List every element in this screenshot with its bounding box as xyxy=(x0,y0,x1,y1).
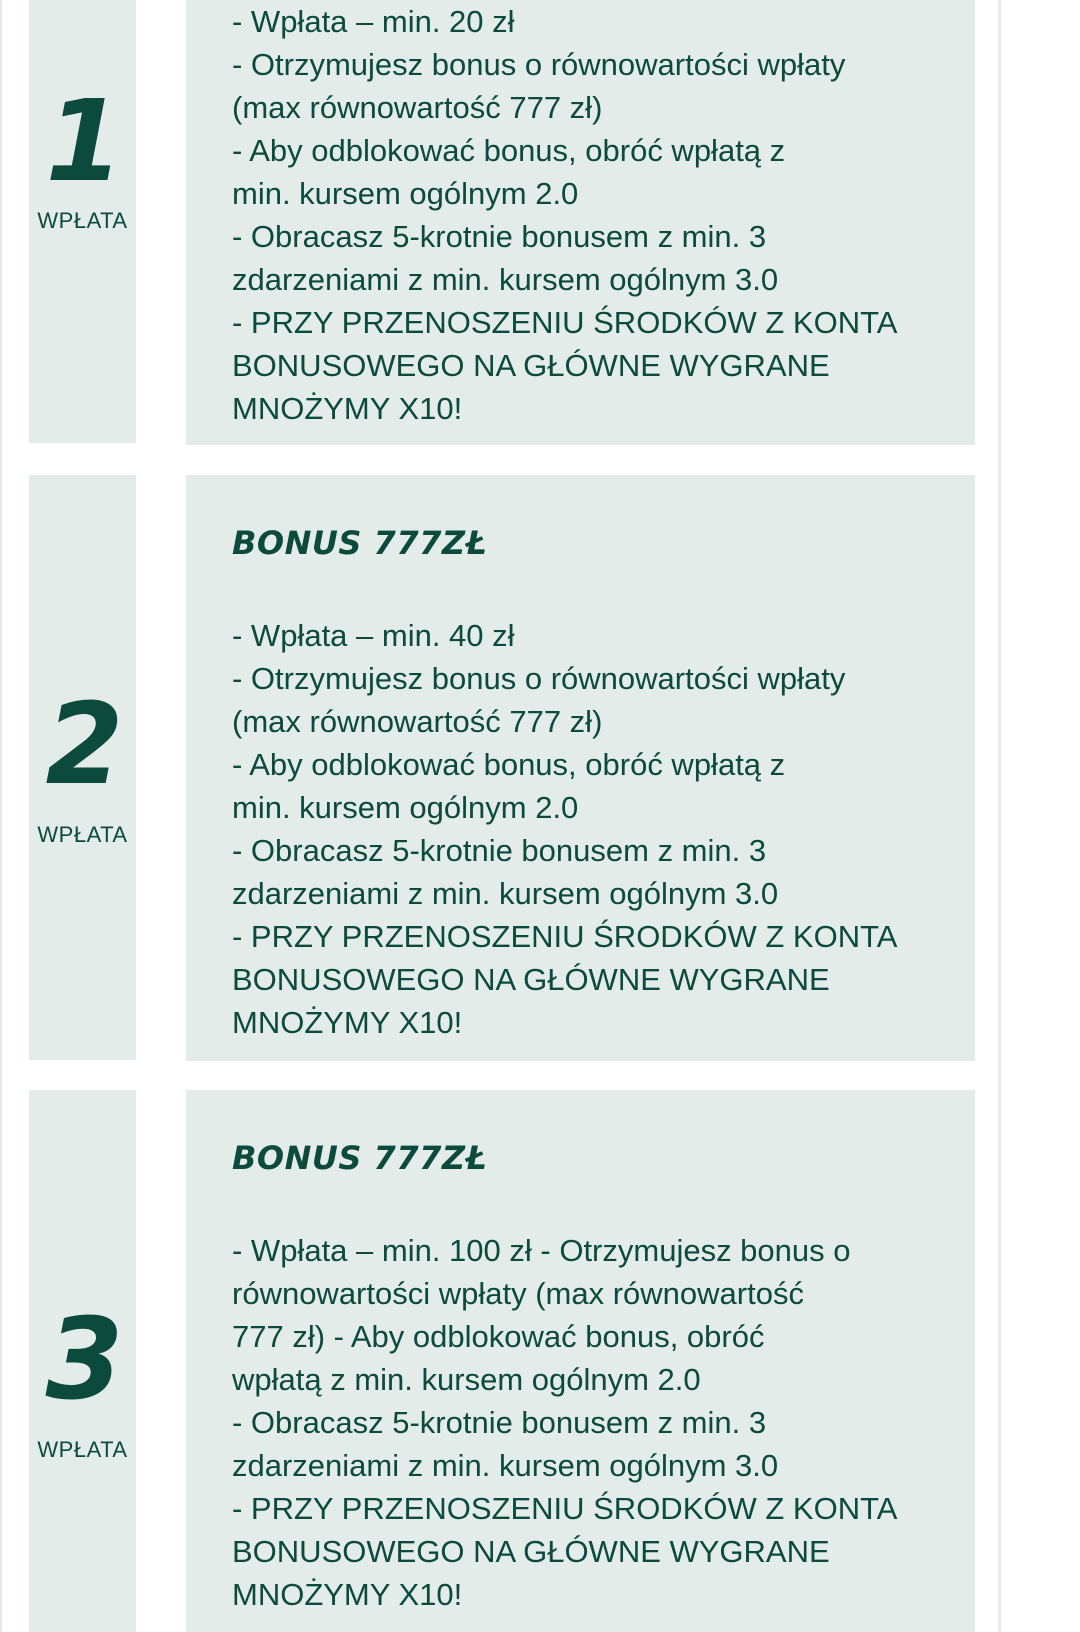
right-divider xyxy=(998,0,1001,1632)
detail-line: zdarzeniami z min. kursem ogólnym 3.0 xyxy=(232,262,779,297)
detail-line: wpłatą z min. kursem ogólnym 2.0 xyxy=(232,1362,701,1397)
step-2-number-column xyxy=(29,475,136,1060)
detail-line: MNOŻYMY X10! xyxy=(232,1005,463,1040)
detail-line: BONUSOWEGO NA GŁÓWNE WYGRANE xyxy=(232,1534,830,1569)
step-3-number-column xyxy=(29,1090,136,1632)
detail-line: zdarzeniami z min. kursem ogólnym 3.0 xyxy=(232,876,779,911)
detail-line: BONUSOWEGO NA GŁÓWNE WYGRANE xyxy=(232,348,830,383)
detail-line: min. kursem ogólnym 2.0 xyxy=(232,176,579,211)
detail-line: - Obracasz 5-krotnie bonusem z min. 3 xyxy=(232,219,767,254)
detail-line: (max równowartość 777 zł) xyxy=(232,90,603,125)
detail-line: MNOŻYMY X10! xyxy=(232,391,463,426)
bonus-title: BONUS 777ZŁ xyxy=(232,1139,488,1177)
step-1-number-column xyxy=(29,0,136,443)
detail-line: - Aby odblokować bonus, obróć wpłatą z xyxy=(232,747,786,782)
detail-line: równowartości wpłaty (max równowartość xyxy=(232,1276,804,1311)
detail-line: - Wpłata – min. 20 zł xyxy=(232,4,515,39)
detail-line: - Wpłata – min. 40 zł xyxy=(232,618,515,653)
detail-line: - Obracasz 5-krotnie bonusem z min. 3 xyxy=(232,1405,767,1440)
step-label: WPŁATA xyxy=(37,208,128,233)
step-label: WPŁATA xyxy=(37,822,128,847)
detail-line: - PRZY PRZENOSZENIU ŚRODKÓW Z KONTA xyxy=(232,919,898,954)
detail-line: - PRZY PRZENOSZENIU ŚRODKÓW Z KONTA xyxy=(232,1491,898,1526)
detail-line: - Otrzymujesz bonus o równowartości wpłaty xyxy=(232,661,846,696)
step-number: 2 xyxy=(45,680,120,810)
step-1-details xyxy=(186,0,975,445)
step-number: 3 xyxy=(45,1295,120,1425)
detail-line: (max równowartość 777 zł) xyxy=(232,704,603,739)
detail-line: - Obracasz 5-krotnie bonusem z min. 3 xyxy=(232,833,767,868)
detail-line: - PRZY PRZENOSZENIU ŚRODKÓW Z KONTA xyxy=(232,305,898,340)
detail-line: zdarzeniami z min. kursem ogólnym 3.0 xyxy=(232,1448,779,1483)
detail-line: MNOŻYMY X10! xyxy=(232,1577,463,1612)
step-3-details xyxy=(186,1090,975,1632)
left-divider xyxy=(0,0,2,1632)
detail-line: BONUSOWEGO NA GŁÓWNE WYGRANE xyxy=(232,962,830,997)
step-2-details xyxy=(186,475,975,1061)
detail-line: - Aby odblokować bonus, obróć wpłatą z xyxy=(232,133,786,168)
step-3-lines xyxy=(232,1229,897,1616)
step-2-lines xyxy=(232,614,897,1044)
detail-line: - Otrzymujesz bonus o równowartości wpłaty xyxy=(232,47,846,82)
step-label: WPŁATA xyxy=(37,1437,128,1462)
step-1-lines xyxy=(232,0,897,430)
detail-line: - Wpłata – min. 100 zł - Otrzymujesz bonus o xyxy=(232,1233,851,1268)
detail-line: 777 zł) - Aby odblokować bonus, obróć xyxy=(232,1319,765,1354)
step-number: 1 xyxy=(45,77,120,207)
bonus-title: BONUS 777ZŁ xyxy=(232,524,488,562)
detail-line: min. kursem ogólnym 2.0 xyxy=(232,790,579,825)
